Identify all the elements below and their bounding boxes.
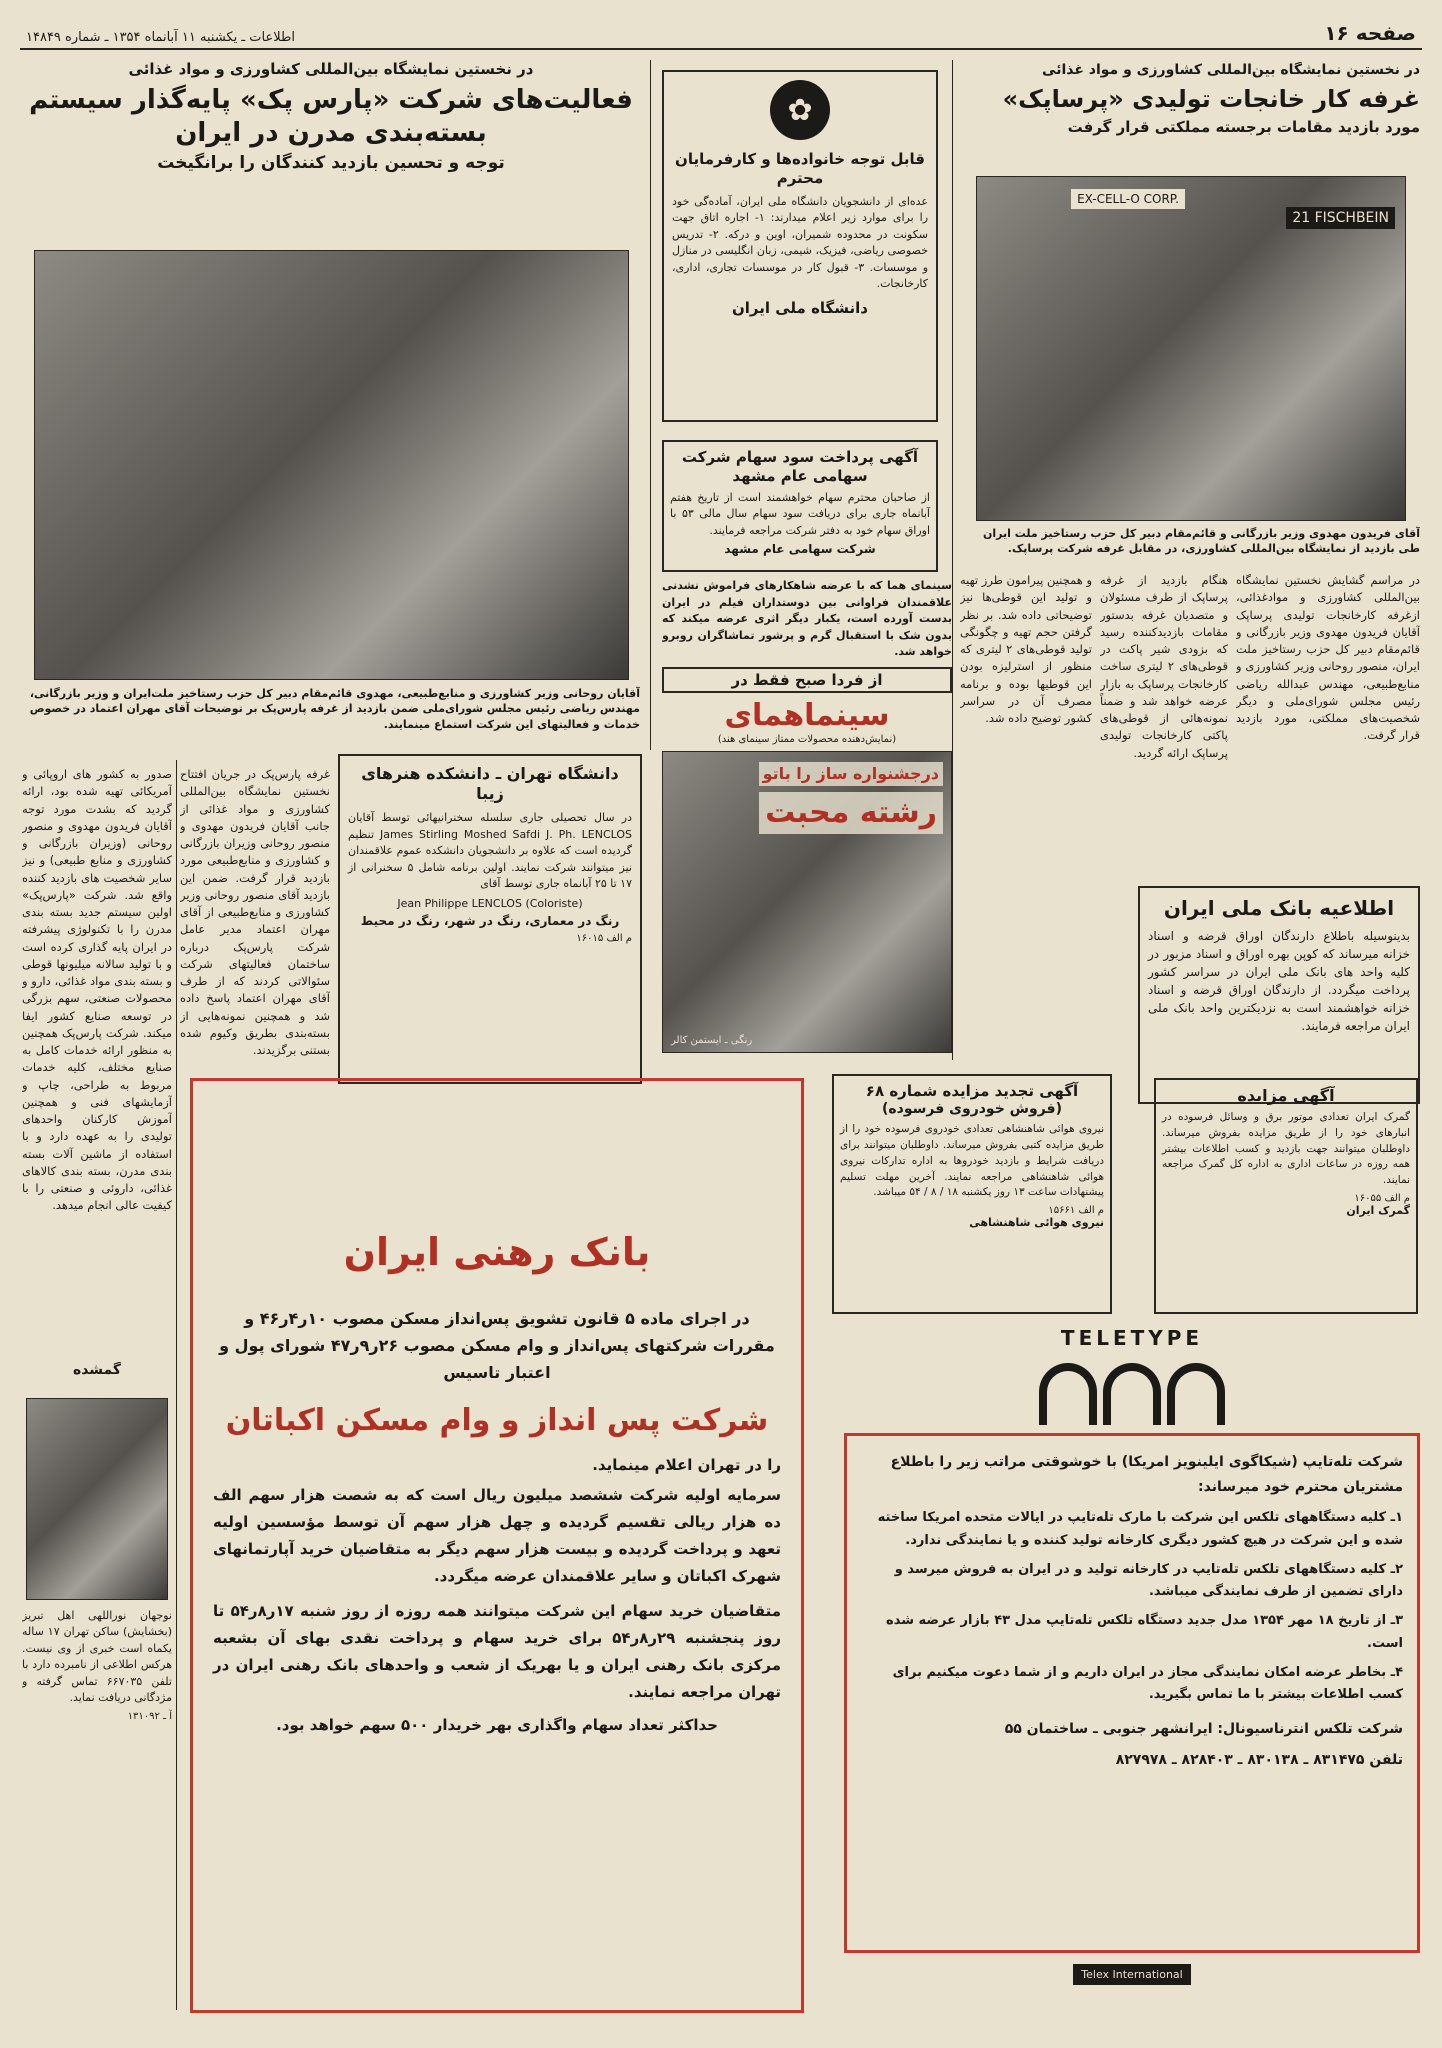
teletype-phones: تلفن ۸۳۱۴۷۵ ـ ۸۳۰۱۳۸ ـ ۸۲۸۴۰۳ ـ ۸۲۷۹۷۸ xyxy=(1115,1751,1403,1768)
auction-signature: گمرک ایران xyxy=(1346,1203,1410,1217)
auction-title: آگهی مزایده xyxy=(1237,1086,1335,1105)
teletype-item-3: ۳ـ از تاریخ ۱۸ مهر ۱۳۵۴ مدل جدید دستگاه تلکس تله‌تایپ مدل ۴۳ بازار عرضه شده است. xyxy=(886,1613,1403,1651)
persapak-caption: آقای فریدون مهدوی وزیر بازرگانی و قائم‌مقام دبیر کل حزب رستاخیز ملت ایران طی بازدید از نمایشگاه بین‌المللی کشاورزی، در مقابل غرفه شرکت پرساپک. xyxy=(983,527,1420,556)
auction-notice xyxy=(1154,1078,1418,1314)
teletype-item-1: ۱ـ کلیه دستگاههای تلکس این شرکت با مارک تله‌تایپ در ایالات متحده امریکا ساخته شده و این شرکت در هیچ کشور دیگری کارخانه تولید کننده و یا نمایندگی ندارد. xyxy=(877,1510,1403,1548)
cinema-from-tomorrow: از فردا صبح فقط در xyxy=(662,667,952,693)
pars-pak-body-col-left xyxy=(22,766,172,1356)
pars-pak-body-4: شرکت «پارس‌پک» اولین سیستم جدید بسته بندی مدرن را با تکنولوژی پیشرفته در ایران پایه گذاری کرده است و با تولید سالانه میلیونها قوطی و بسته بندی مواد غذائی، دارو و محصولات صنعتی، سهم بزرگی در توسعه صنایع کشور ایفا میکند. xyxy=(22,887,172,1040)
persapak-photo xyxy=(976,176,1406,521)
auction-body: گمرک ایران تعدادی موتور برق و وسائل فرسوده در انبارهای خود را از طریق مزایده بفروش میرساند. داوطلبان میتوانند جهت بازدید و کسب اطلاعات بیشتر همه روزه در ساعات اداری به اداره کل گمرک مراجعه نمایند. xyxy=(1162,1111,1410,1186)
film-title-2: رشته محبت xyxy=(759,792,943,834)
pars-pak-kicker: در نخستین نمایشگاه بین‌المللی کشاورزی و مواد غذائی xyxy=(128,60,534,78)
bank-rahni-ad xyxy=(190,1078,804,2013)
university-notice-body: عده‌ای از دانشجویان دانشگاه ملی ایران، آماده‌گی خود را برای موارد زیر اعلام میدارند: ۱- اجاره اتاق جهت سکونت در محدوده شمیران، اوین و درکه. ۲- تدریس خصوصی ریاضی، فیزیک، شیمی، زبان انگلیسی در منازل و موسسات. ۳- قبول کار در موسسات تجاری، اداری، کارخانجات. xyxy=(672,194,928,290)
bank-rahni-body-1: را در تهران اعلام مینماید. xyxy=(592,1455,781,1474)
film-title-1: درجشنواره ساز را باتو xyxy=(759,762,943,786)
poster-credit: رنگی ـ ایستمن کالر xyxy=(671,1035,753,1046)
pars-pak-subhead: توجه و تحسین بازدید کنندگان را برانگیخت xyxy=(157,153,505,173)
pars-pak-body-col-2 xyxy=(180,766,330,1086)
persapak-kicker: در نخستین نمایشگاه بین‌المللی کشاورزی و مواد غذائی xyxy=(1042,62,1420,78)
lost-notice xyxy=(22,1362,172,2002)
photo-sign-fischbein: 21 FISCHBEIN xyxy=(1286,207,1395,229)
issue-line: اطلاعات ـ یکشنبه ۱۱ آبانماه ۱۳۵۴ ـ شماره ۱۴۸۴۹ xyxy=(26,30,295,45)
teletype-logo-arch-1-icon xyxy=(1167,1363,1225,1425)
persapak-body-col-3: و همچنین پیرامون طرز تهیه و تولید این قوطی‌ها نیز توضیحاتی داده شد. بر نظر گرفتن حجم تهیه و چگونگی تولید قوطی‌های ۲ لیتری که منظور از استرلیزه بودن این قوطیها بوده و برنامه مصرف آن در سراسر کشور توضیح داده شد. xyxy=(960,573,1092,725)
pars-pak-body-2: ضمن این بازدید آقای منصور روحانی وزیر کشاورزی و منابع‌طبیعی از آقای مهران اعتماد مدیر عامل شرکت پارس‌پک درباره ساختمان فعالیتهای شرکت سئوالاتی کردند که از طرف آقای مهران اعتماد پاسخ داده شد و همچنین نمونه‌هایی از بسته‌بندی بطریق وکیوم شده بستنی برگزیدند. xyxy=(180,870,330,1057)
tehran-univ-lecturer: Jean Philippe LENCLOS (Coloriste) xyxy=(397,896,583,910)
auction68-notice xyxy=(832,1074,1112,1314)
tehran-univ-body: در سال تحصیلی جاری سلسله سخنرانیهائی توسط آقایان James Stirling Moshed Safdi J. Ph. LENCLOS تنظیم گردیده است که علاوه بر دانشجویان دانشکده عموم علاقمندان نیز میتوانند شرکت نمایند. اولین برنامه شامل ۵ سخنرانی از ۱۷ تا ۲۵ آبانماه جاری توسط آقای xyxy=(348,811,632,890)
tehran-univ-ref: م الف ۱۶۰۱۵ xyxy=(576,932,632,944)
lost-body: نوجهان نوراللهی اهل تبریز (بخشایش) ساکن تهران ۱۷ ساله یکماه است خبری از وی نیست. هرکس اطلاعی از نامبرده دارد با تلفن ۶۶۷۰۳۵ تماس گرفته و مژدگانی دریافت نماید. xyxy=(22,1608,172,1704)
bank-rahni-company: شرکت پس انداز و وام مسکن اکباتان xyxy=(225,1403,769,1439)
dividend-notice-title: آگهی پرداخت سود سهام شرکت سهامی عام مشهد xyxy=(681,448,919,485)
auction68-title: آگهی تجدید مزایده شماره ۶۸ xyxy=(865,1082,1079,1100)
teletype-brand: TELETYPE xyxy=(1060,1326,1204,1350)
lost-photo xyxy=(26,1398,168,1600)
lost-ref: آ ـ ۱۳۱۰۹۲ xyxy=(127,1710,172,1722)
teletype-intro: شرکت تله‌تایپ (شیکاگوی ایلینویز امریکا) با خوشوقتی مراتب زیر را باطلاع مشتریان محترم خود میرساند: xyxy=(890,1454,1403,1495)
teletype-item-4: ۴ـ بخاطر عرضه امکان نمایندگی مجاز در ایران داریم و از شما دعوت میکنیم برای کسب اطلاعات بیشتر با ما تماس بگیرید. xyxy=(892,1664,1403,1703)
bank-rahni-body-3: متقاضیان خرید سهام این شرکت میتوانند همه روزه از روز شنبه ۱۷ر۸ر۵۴ تا روز پنجشنبه ۲۹ر۸ر۵۴ برای خرید سهام و پرداخت نقدی بهای آن بشعبه مرکزی بانک رهنی ایران و یا بهریک از شعب و واحدهای بانک رهنی ایران در تهران مراجعه نمایند. xyxy=(213,1602,782,1702)
persapak-subhead: مورد بازدید مقامات برجسته مملکتی قرار گرفت xyxy=(1067,118,1420,136)
university-notice-title: قابل توجه خانواده‌ها و کارفرمایان محترم xyxy=(675,150,925,187)
persapak-body-col-2: هنگام بازدید از غرفه پرساپک از طرف مسئولان و متصدیان غرفه بدستور مقامات بازدیدکننده رسید که بزودی شیر پاکت در قوطی‌های ۲ لیتری ساخت کارخانجات پرساپک به بازار عرضه خواهد شد و ضمناً نمونه‌هائی از قوطی‌های پاکتی کارخانجات تولیدی پرساپک ارائه گردید. xyxy=(1100,573,1228,760)
teletype-logo-arch-2-icon xyxy=(1103,1363,1161,1425)
bank-rahni-body-2: سرمایه اولیه شرکت ششصد میلیون ریال است که به شصت هزار سهم الف ده هزار ریالی تقسیم گردیده و چهل هزار سهم آن توسط مؤسسین اولیه تعهد و پرداخت گردیده و بیست هزار سهم دیگر به متقاضیان خرید آپارتمانهای شهرک اکباتان و سایر علاقمندان عرضه میگردد. xyxy=(213,1486,781,1586)
bank-rahni-title: بانک رهنی ایران xyxy=(343,1230,651,1274)
cinema-intro: سینمای هما که با عرضه شاهکارهای فراموش نشدنی علاقمندان فراوانی بین دوستداران فیلم در ایران بدست آورده است، یکبار دیگر اثری عرضه میکند که بدون شک با استقبال گرم و پرشور تماشاگران روبرو خواهد شد. xyxy=(662,579,952,658)
cinema-name: سینماهمای xyxy=(724,697,890,733)
bank-melli-title: اطلاعیه بانک ملی ایران xyxy=(1163,896,1395,920)
university-logo-icon: ✿ xyxy=(770,80,830,140)
bank-rahni-intro: در اجرای ماده ۵ قانون تشویق پس‌انداز مسکن مصوب ۱۰ر۴ر۴۶ و مقررات شرکتهای پس‌انداز و وام مسکن مصوب ۲۶ر۹ر۴۷ شورای پول و اعتبار تاسیس xyxy=(219,1308,775,1382)
auction-ref: م الف ۱۶۰۵۵ xyxy=(1354,1192,1410,1204)
bank-melli-notice xyxy=(1138,886,1420,1104)
dividend-notice-body: از صاحبان محترم سهام خواهشمند است از تاریخ هفتم آبانماه جاری برای دریافت سود سهام سال مالی ۵۳ با اوراق سهام خود به دفتر شرکت مراجعه فرمایند. xyxy=(670,490,930,537)
persapak-headline: غرفه کار خانجات تولیدی «پرساپک» xyxy=(1002,85,1420,113)
teletype-logo-icon xyxy=(844,1355,1420,1425)
university-notice xyxy=(662,70,938,422)
teletype-rep: شرکت تلکس انترناسیونال: ایرانشهر جنوبی ـ ساختمان ۵۵ xyxy=(1004,1721,1403,1737)
telex-international-badge: Telex International xyxy=(1073,1964,1190,1985)
pars-pak-headline: فعالیت‌های شرکت «پارس پک» پایه‌گذار سیستم بسته‌بندی مدرن در ایران xyxy=(29,85,633,148)
masthead xyxy=(20,22,1422,50)
teletype-logo-arch-3-icon xyxy=(1039,1363,1097,1425)
column-rule xyxy=(176,760,177,2010)
pars-pak-body-1: غرفه پارس‌پک در جریان افتتاح نخستین نمایشگاه بین‌المللی کشاورزی و مواد غذائی از جانب آقایان فریدون مهدوی و منصور روحانی وزیران بازرگانی و کشاورزی و منابع‌طبیعی مورد بازدید قرار گرفت. xyxy=(180,767,330,885)
film-poster xyxy=(662,751,952,1053)
tehran-univ-title: دانشگاه تهران ـ دانشکده هنرهای زیبا xyxy=(361,764,619,803)
bank-melli-body: بدینوسیله باطلاع دارندگان اوراق قرضه و اسناد خزانه میرساند که کوپن بهره اوراق و اسناد مزبور در کلیه واحد های بانک ملی ایران در سراسر کشور پرداخت میگردد. از دارندگان اوراق قرضه و اسناد خزانه خواهشمند است به نزدیکترین واحد بانک ملی ایران مراجعه فرمایند. xyxy=(1148,929,1410,1033)
pars-pak-headline-block xyxy=(22,60,640,195)
bank-rahni-body-4: حداکثر تعداد سهام واگذاری بهر خریدار ۵۰۰ سهم خواهد بود. xyxy=(276,1716,718,1735)
cinema-ad xyxy=(662,578,952,1058)
persapak-headline-block xyxy=(960,62,1420,172)
photo-sign-excello: EX-CELL-O CORP. xyxy=(1071,189,1185,209)
column-rule xyxy=(952,60,953,1060)
pars-pak-caption: آقایان روحانی وزیر کشاورزی و منابع‌طبیعی، مهدوی قائم‌مقام دبیر کل حزب رستاخیز ملت‌ایران و وزیر بازرگانی، مهندس ریاضی رئیس مجلس شورای‌ملی ضمن بازدید از غرفه پارس‌پک بر توضیحات آقای مهران اعتماد در خصوص خدمات و فعالیتهای این شرکت استماع مینمایند. xyxy=(29,687,640,731)
dividend-notice-signature: شرکت سهامی عام مشهد xyxy=(724,542,876,556)
teletype-content-box xyxy=(844,1433,1420,1953)
auction68-signature: نیروی هوائی شاهنشاهی xyxy=(969,1216,1104,1229)
auction68-subtitle: (فروش خودروی فرسوده) xyxy=(882,1100,1062,1117)
auction68-body: نیروی هوائی شاهنشاهی تعدادی خودروی فرسوده خود را از طریق مزایده کتبی بفروش میرساند. داوطلبان میتوانند برای دریافت شرایط و بازدید خودروها به اداره تدارکات نیروی هوائی شاهنشاهی مراجعه نمایند. آخرین مهلت تسلیم پیشنهادات ساعت ۱۳ روز یکشنبه ۱۸ / ۸ / ۵۴ میباشد. xyxy=(840,1123,1104,1199)
pars-pak-body-3: صدور به کشور های اروپائی و آمریکائی تهیه شده بود، ارائه گردید که بشدت مورد توجه آقایان فریدون مهدوی و منصور روحانی (وزیران بازرگانی و کشاورزی و منابع طبیعی) و نیز سایر شخصیت های بازدید کننده واقع شد. xyxy=(22,767,172,902)
tehran-univ-notice xyxy=(338,754,642,1084)
cinema-presenter: (نمایش‌دهنده محصولات ممتاز سینمای هند) xyxy=(717,734,897,745)
teletype-ad xyxy=(844,1326,1420,2014)
column-rule xyxy=(650,60,651,750)
telex-badge-wrap xyxy=(844,1963,1420,1985)
dividend-notice xyxy=(662,440,938,572)
university-notice-signature: دانشگاه ملی ایران xyxy=(731,298,869,317)
persapak-body-col-1: در مراسم گشایش نخستین نمایشگاه بین‌المللی کشاورزی و موادغذائی، ازغرفه کارخانجات تولیدی پرساپک آقایان فریدون مهدوی وزیر بازرگانی و قائم‌مقام دبیر کل حزب رستاخیز ملت ایران، منصور روحانی وزیر کشاورزی و منابع‌طبیعی، مهندس عبدالله ریاضی رئیس مجلس شورای‌ملی و دیگر شخصیت‌های مملکتی، مورد بازدید قرار گرفت. xyxy=(1236,573,1420,743)
auction68-ref: م الف ۱۵۶۶۱ xyxy=(1048,1205,1104,1216)
pars-pak-body-5: شرکت پارس‌پک همچنین به منظور ارائه خدمات کامل به صنایع مختلف، کلیه خدمات مربوط به طراحی، چاپ و آزمایشهای فنی و همچنین آموزش کارکنان واحدهای تولیدی را به عهده دارد و با استفاده از ماشین آلات بسته بندی مدرن، بسته بندی کالاهای غذائی، داروئی و صنعتی را با کیفیت عالی انجام میدهد. xyxy=(22,1025,172,1213)
lost-title: گمشده xyxy=(72,1362,122,1378)
pars-pak-photo xyxy=(34,250,629,680)
teletype-item-2: ۲ـ کلیه دستگاههای تلکس تله‌تایپ در کارخانه تولید و در ایران به فروش میرسد و دارای تضمین از طرف نمایندگی میباشد. xyxy=(894,1561,1403,1600)
tehran-univ-topic: رنگ در معماری، رنگ در شهر، رنگ در محیط xyxy=(360,913,620,928)
page-number: صفحه ۱۶ xyxy=(1324,22,1416,45)
